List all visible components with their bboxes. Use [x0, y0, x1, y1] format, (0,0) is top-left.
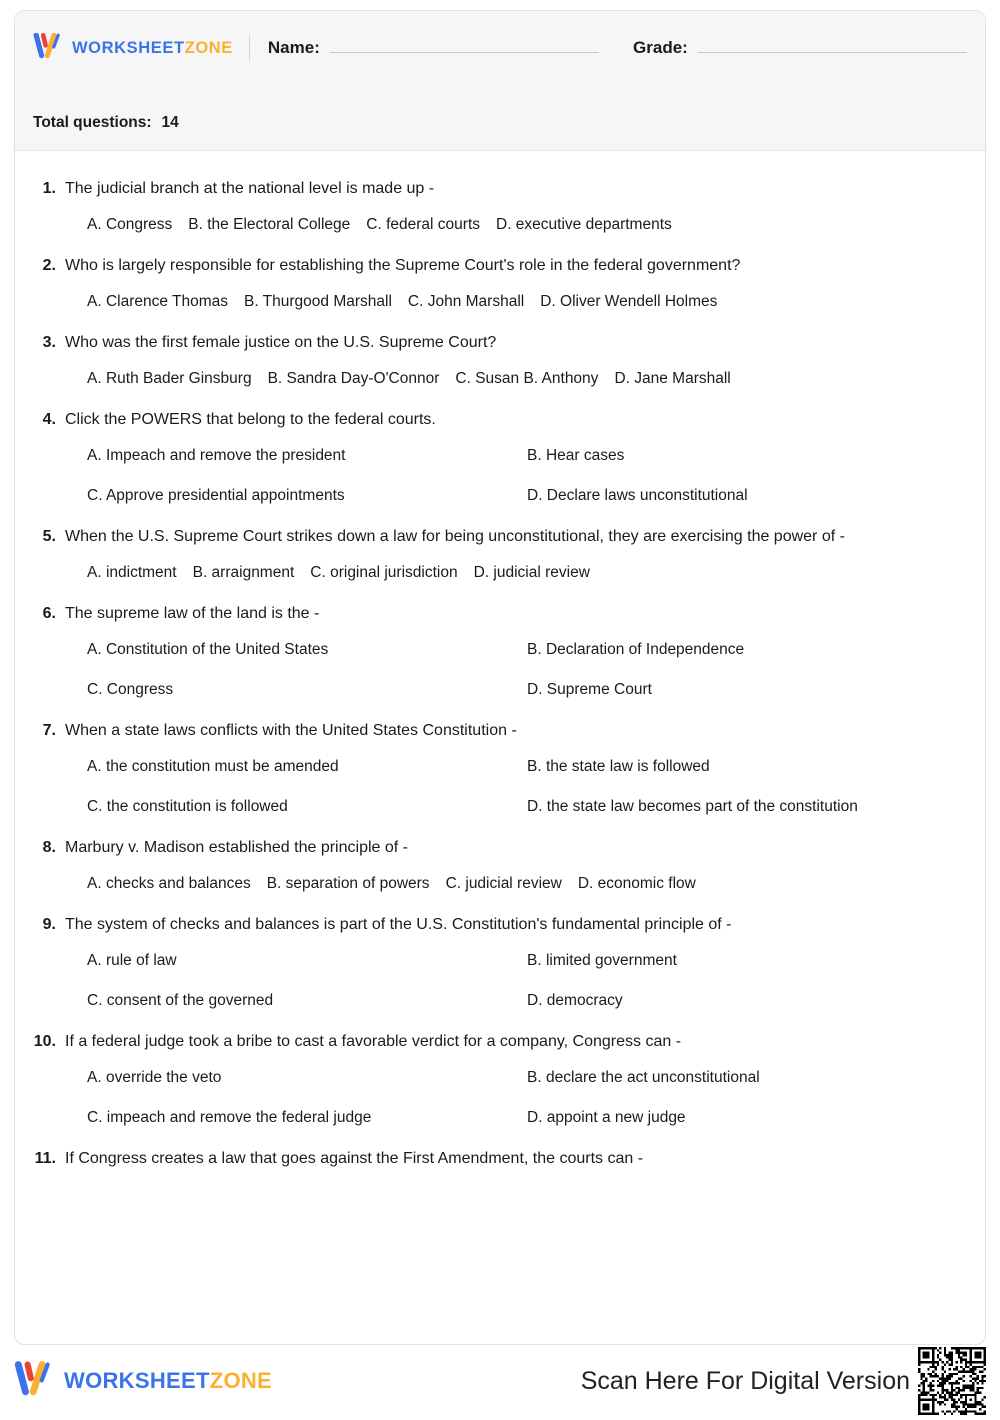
name-input-line[interactable]	[330, 39, 599, 53]
question-item	[33, 525, 967, 585]
logo-word-worksheet: WORKSHEET	[72, 38, 185, 57]
answer-option[interactable]: B. declare the act unconstitutional	[527, 1069, 760, 1086]
footer-logo-word-worksheet: WORKSHEET	[64, 1368, 210, 1393]
question-body	[65, 913, 967, 1013]
answer-option[interactable]: A. Congress	[87, 216, 173, 233]
name-field[interactable]	[268, 38, 599, 58]
answer-option[interactable]: B. Declaration of Independence	[527, 641, 745, 658]
question-text: The judicial branch at the national level is made up -	[65, 180, 435, 197]
answer-option[interactable]: C. John Marshall	[407, 293, 525, 310]
question-text: If a federal judge took a bribe to cast a favorable verdict for a company, Congress can -	[65, 1033, 682, 1050]
worksheet-card	[14, 10, 986, 1345]
question-text: When the U.S. Supreme Court strikes down a law for being unconstitutional, they are exercising the power of -	[65, 528, 845, 545]
total-questions-value: 14	[161, 114, 179, 131]
question-number: 3.	[42, 334, 56, 351]
question-options	[65, 638, 967, 702]
answer-option[interactable]: A. override the veto	[87, 1069, 222, 1086]
question-body	[65, 525, 967, 585]
answer-option[interactable]: A. Clarence Thomas	[87, 293, 228, 310]
worksheet-footer	[14, 1349, 986, 1413]
question-options	[65, 949, 967, 1013]
question-item	[33, 254, 967, 314]
answer-option[interactable]: A. Constitution of the United States	[87, 641, 329, 658]
question-item	[33, 1030, 967, 1130]
answer-option[interactable]: A. Ruth Bader Ginsburg	[87, 370, 252, 387]
question-body	[65, 177, 967, 237]
answer-option[interactable]: C. consent of the governed	[87, 992, 274, 1009]
question-text: Who was the first female justice on the U.S. Supreme Court?	[65, 334, 497, 351]
answer-option[interactable]: B. Thurgood Marshall	[244, 293, 392, 310]
question-number: 1.	[42, 180, 56, 197]
question-text: Click the POWERS that belong to the federal courts.	[65, 411, 436, 428]
answer-option[interactable]: C. Congress	[87, 681, 174, 698]
answer-option[interactable]: C. federal courts	[366, 216, 480, 233]
footer-logo-word-zone: ZONE	[209, 1368, 273, 1393]
question-item	[33, 836, 967, 896]
answer-option[interactable]: D. Oliver Wendell Holmes	[540, 293, 718, 310]
question-text: The system of checks and balances is part of the U.S. Constitution's fundamental principle of -	[65, 916, 732, 933]
answer-option[interactable]: A. checks and balances	[87, 875, 251, 892]
name-label: Name:	[267, 38, 320, 57]
question-options	[65, 1066, 967, 1130]
answer-option[interactable]: D. appoint a new judge	[527, 1109, 686, 1126]
question-options	[65, 872, 967, 896]
grade-input-line[interactable]	[698, 39, 967, 53]
question-options	[65, 755, 967, 819]
answer-option[interactable]: D. the state law becomes part of the constitution	[527, 798, 858, 815]
answer-option[interactable]: D. Jane Marshall	[614, 370, 731, 387]
question-item	[33, 602, 967, 702]
question-number: 6.	[42, 605, 56, 622]
question-options	[65, 213, 967, 237]
answer-option[interactable]: C. Approve presidential appointments	[87, 487, 345, 504]
question-options	[65, 290, 967, 314]
question-number: 5.	[42, 528, 56, 545]
answer-option[interactable]: B. the Electoral College	[188, 216, 351, 233]
footer-logo-w-icon	[14, 1361, 54, 1402]
question-body	[65, 331, 967, 391]
question-item	[33, 408, 967, 508]
question-item	[33, 719, 967, 819]
question-body	[65, 408, 967, 508]
question-body	[65, 719, 967, 819]
question-text: If Congress creates a law that goes against the First Amendment, the courts can -	[65, 1150, 644, 1167]
grade-label: Grade:	[633, 38, 688, 57]
qr-code[interactable]	[918, 1347, 986, 1415]
question-item	[33, 177, 967, 237]
footer-logo-wordmark	[64, 1368, 272, 1394]
question-text: Who is largely responsible for establishing the Supreme Court's role in the federal government?	[65, 257, 741, 274]
worksheet-zone-logo	[33, 33, 233, 64]
question-body	[65, 836, 967, 896]
logo-w-icon	[33, 33, 63, 64]
question-number: 7.	[42, 722, 56, 739]
answer-option[interactable]: C. impeach and remove the federal judge	[87, 1109, 372, 1126]
question-number: 10.	[33, 1033, 56, 1050]
answer-option[interactable]: D. Supreme Court	[527, 681, 652, 698]
header-divider	[249, 35, 250, 61]
answer-option[interactable]: B. Sandra Day-O'Connor	[267, 370, 440, 387]
footer-logo	[14, 1361, 272, 1402]
question-item	[33, 331, 967, 391]
answer-option[interactable]: C. Susan B. Anthony	[455, 370, 599, 387]
answer-option[interactable]: B. arraignment	[192, 564, 295, 581]
answer-option[interactable]: B. Hear cases	[527, 447, 625, 464]
question-options	[65, 561, 967, 585]
question-options	[65, 444, 967, 508]
logo-word-zone: ZONE	[184, 38, 233, 57]
answer-option[interactable]: A. Impeach and remove the president	[87, 447, 346, 464]
answer-option[interactable]: C. judicial review	[445, 875, 562, 892]
grade-field[interactable]	[633, 38, 967, 58]
question-number: 4.	[42, 411, 56, 428]
logo-wordmark	[72, 39, 233, 58]
answer-option[interactable]: B. separation of powers	[266, 875, 430, 892]
question-body	[65, 1147, 967, 1183]
question-body	[65, 254, 967, 314]
scan-here-text: Scan Here For Digital Version	[580, 1366, 910, 1395]
question-number: 11.	[34, 1150, 56, 1167]
question-text: Marbury v. Madison established the principle of -	[65, 839, 408, 856]
answer-option[interactable]: D. Declare laws unconstitutional	[527, 487, 748, 504]
question-number: 2.	[42, 257, 56, 274]
question-body	[65, 1030, 967, 1130]
question-body	[65, 602, 967, 702]
answer-option[interactable]: D. judicial review	[473, 564, 590, 581]
question-number: 8.	[42, 839, 56, 856]
answer-option[interactable]: D. democracy	[527, 992, 623, 1009]
answer-option[interactable]: B. the state law is followed	[527, 758, 710, 775]
questions-list	[15, 151, 985, 1183]
answer-option[interactable]: C. the constitution is followed	[87, 798, 288, 815]
question-item	[33, 913, 967, 1013]
question-text: When a state laws conflicts with the United States Constitution -	[65, 722, 517, 739]
answer-option[interactable]: C. original jurisdiction	[310, 564, 458, 581]
total-questions-label: Total questions:	[33, 114, 152, 131]
answer-option[interactable]: A. the constitution must be amended	[87, 758, 339, 775]
question-item	[33, 1147, 967, 1183]
answer-option[interactable]: B. limited government	[527, 952, 677, 969]
answer-option[interactable]: A. indictment	[87, 564, 177, 581]
question-text: The supreme law of the land is the -	[65, 605, 320, 622]
question-number: 9.	[42, 916, 56, 933]
worksheet-header	[15, 11, 985, 151]
answer-option[interactable]: D. executive departments	[496, 216, 672, 233]
header-row	[33, 11, 967, 85]
answer-option[interactable]: A. rule of law	[87, 952, 177, 969]
answer-option[interactable]: D. economic flow	[577, 875, 696, 892]
total-questions	[33, 114, 179, 132]
question-options	[65, 367, 967, 391]
